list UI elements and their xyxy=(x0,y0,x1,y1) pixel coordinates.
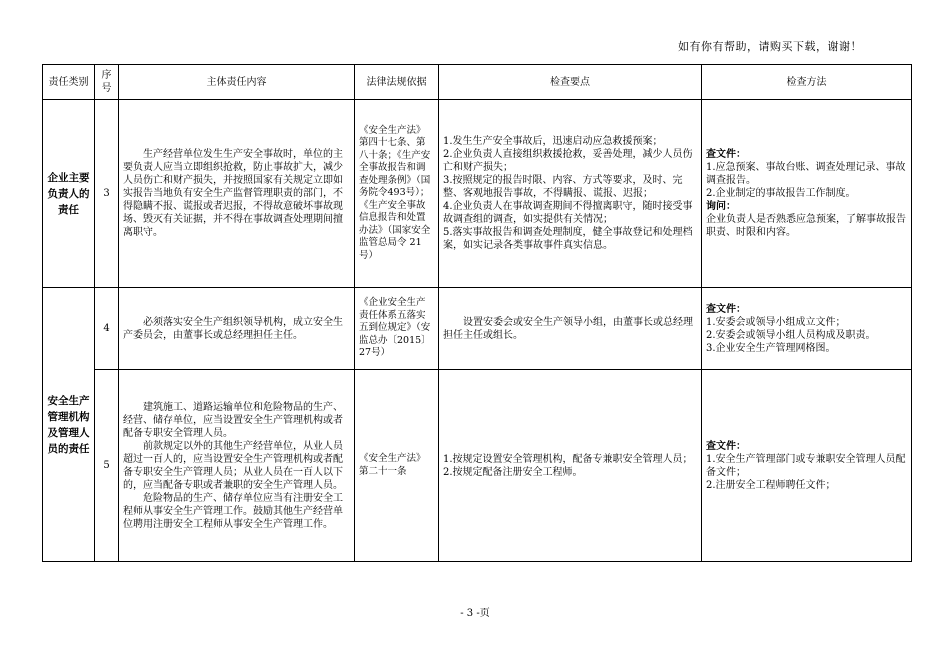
category-cell: 安全生产管理机构及管理人员的责任 xyxy=(43,288,95,562)
content-cell xyxy=(119,100,355,288)
method-label: 查文件： xyxy=(706,149,746,160)
point-item: 2.按规定配备注册安全工程师。 xyxy=(443,466,583,478)
method-item: 1.安委会或领导小组成立文件； xyxy=(706,316,846,328)
seq-cell: 5 xyxy=(95,370,119,562)
col-header-seq: 序号 xyxy=(95,65,119,100)
method-item: 企业负责人是否熟悉应急预案，了解事故报告职责、时限和内容。 xyxy=(706,214,906,238)
seq-cell: 4 xyxy=(95,288,119,370)
method-item: 2.安委会或领导小组人员构成及职责。 xyxy=(706,329,876,341)
method-item: 1.安全生产管理部门或专兼职安全管理人员配备文件； xyxy=(706,453,906,478)
col-header-basis: 法律法规依据 xyxy=(355,65,439,100)
col-header-content: 主体责任内容 xyxy=(119,65,355,100)
seq-cell: 3 xyxy=(95,100,119,288)
point-item: 2.企业负责人直接组织救援抢救，妥善处理，减少人员伤亡和财产损失； xyxy=(443,149,693,173)
point-item: 1.按规定设置安全管理机构，配备专兼职安全管理人员； xyxy=(443,453,693,465)
method-cell xyxy=(702,370,912,562)
point-item: 1.发生生产安全事故后，迅速启动应急救援预案； xyxy=(443,136,663,147)
method-cell xyxy=(702,100,912,288)
method-item: 2.企业制定的事故报告工作制度。 xyxy=(706,188,856,199)
content-paragraph: 必须落实安全生产组织领导机构，成立安全生产委员会，由董事长或总经理担任主任。 xyxy=(123,316,343,341)
table-row xyxy=(43,370,912,562)
content-cell xyxy=(119,370,355,562)
col-header-method: 检查方法 xyxy=(702,65,912,100)
col-header-points: 检查要点 xyxy=(439,65,702,100)
points-cell xyxy=(439,100,702,288)
method-item: 2.注册安全工程师聘任文件； xyxy=(706,479,836,491)
content-paragraph: 生产经营单位发生生产安全事故时，单位的主要负责人应当立即组织抢救，防止事故扩大，减少人员伤亡和财产损失，并按照国家有关规定立即如实报告当地负有安全生产监督管理职责的部门，不得隐瞒不报、谎报或者迟报，不得故意破坏事故现场、毁灭有关证据，并不得在事故调查处理期间擅离职守。 xyxy=(123,149,343,238)
point-item: 设置安委会或安全生产领导小组，由董事长或总经理担任主任或组长。 xyxy=(443,316,693,341)
table-row xyxy=(43,100,912,288)
method-label: 查文件： xyxy=(706,303,746,315)
method-cell xyxy=(702,288,912,370)
table-row xyxy=(43,288,912,370)
basis-cell: 《安全生产法》第二十一条 xyxy=(355,370,439,562)
point-item: 3.按照规定的报告时限、内容、方式等要求，及时、完整、客观地报告事故，不得瞒报、谎报、迟报； xyxy=(443,175,683,199)
col-header-category: 责任类别 xyxy=(43,65,95,100)
point-item: 5.落实事故报告和调查处理制度，健全事故登记和处理档案，如实记录各类事故事件真实信息。 xyxy=(443,227,693,251)
points-cell xyxy=(439,288,702,370)
content-paragraph: 前款规定以外的其他生产经营单位，从业人员超过一百人的，应当设置安全生产管理机构或者配备专职安全生产管理人员；从业人员在一百人以下的，应当配备专职或者兼职的安全生产管理人员。 xyxy=(123,440,343,491)
content-cell xyxy=(119,288,355,370)
basis-cell: 《企业安全生产责任体系五落实五到位规定》（安监总办〔2015〕27号） xyxy=(355,288,439,370)
content-paragraph: 危险物品的生产、储存单位应当有注册安全工程师从事安全生产管理工作。鼓励其他生产经营单位聘用注册安全工程师从事安全生产管理工作。 xyxy=(123,492,343,530)
method-item: 1.应急预案、事故台账、调查处理记录、事故调查报告。 xyxy=(706,162,906,186)
method-label: 询问： xyxy=(706,201,736,212)
method-item: 3.企业安全生产管理网格图。 xyxy=(706,342,836,354)
content-paragraph: 建筑施工、道路运输单位和危险物品的生产、经营、储存单位，应当设置安全生产管理机构或者配备专职安全管理人员。 xyxy=(123,401,343,439)
header-note: 如有你有帮助，请购买下载，谢谢！ xyxy=(678,40,862,53)
responsibility-table xyxy=(42,64,912,562)
table-header-row xyxy=(43,65,912,100)
points-cell xyxy=(439,370,702,562)
page-number: - 3 -页 xyxy=(460,608,490,619)
basis-cell: 《安全生产法》第四十七条、第八十条；《生产安全事故报告和调查处理条例》（国务院令493号）；《生产安全事故信息报告和处置办法》（国家安全监管总局令 21号） xyxy=(355,100,439,288)
method-label: 查文件： xyxy=(706,440,746,452)
point-item: 4.企业负责人在事故调查期间不得擅离职守，随时接受事故调查组的调查，如实提供有关情况； xyxy=(443,201,693,225)
category-cell: 企业主要负责人的责任 xyxy=(43,100,95,288)
